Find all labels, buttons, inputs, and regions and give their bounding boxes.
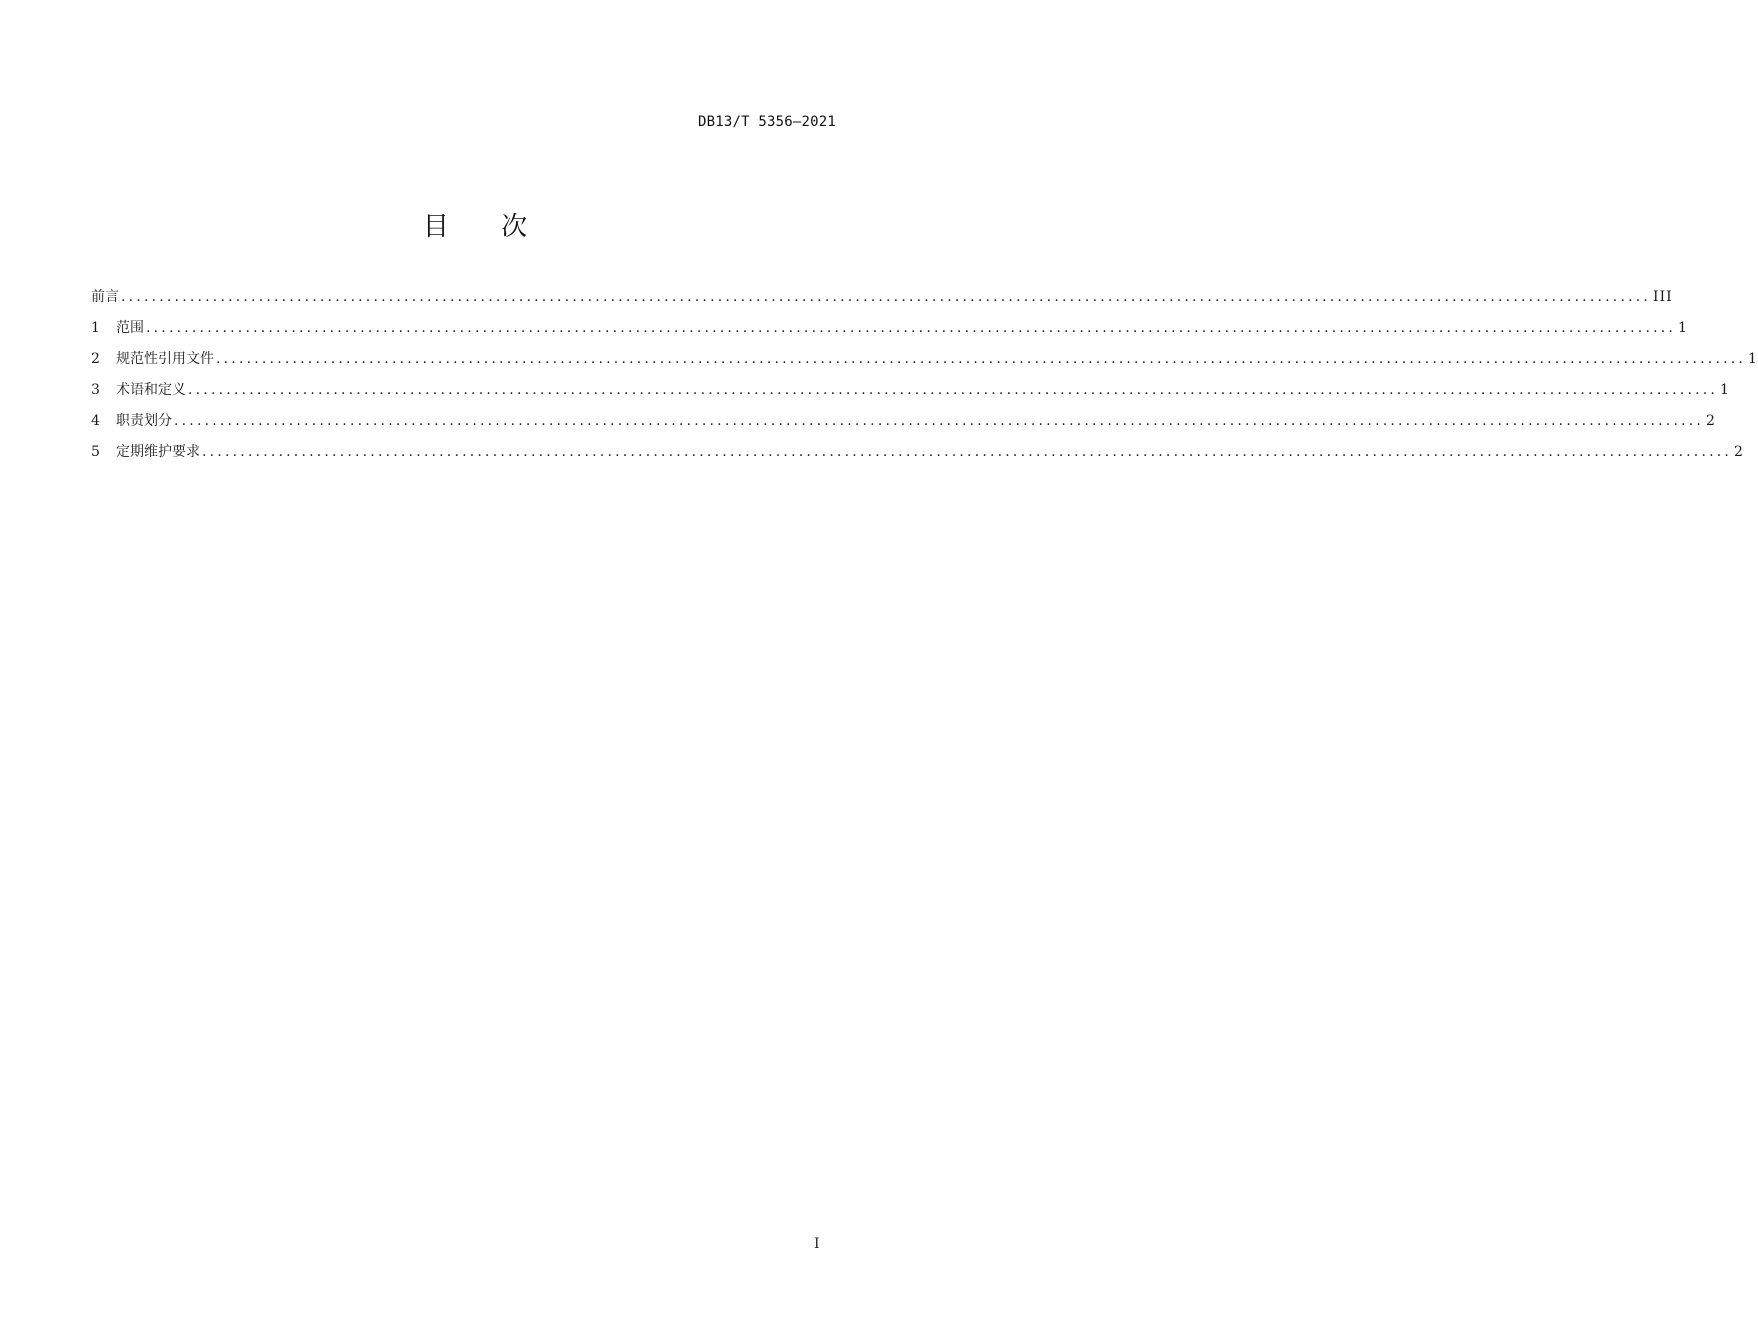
page-number: I (814, 1236, 820, 1252)
toc-dot-leader: ........................................................................................................................................................................................................ (188, 382, 1719, 398)
table-of-contents (91, 287, 1758, 473)
toc-entry-label: 术语和定义 (116, 382, 186, 398)
toc-entry-page: 1 (1748, 351, 1758, 367)
toc-entry-foreword[interactable] (91, 287, 1673, 318)
toc-entry-number: 3 (91, 382, 100, 398)
toc-entry-label: 定期维护要求 (116, 444, 200, 460)
toc-entry-label: 范围 (116, 320, 144, 336)
toc-dot-leader: ........................................................................................................................................................................................................ (202, 444, 1733, 460)
page-title: 目 次 (422, 212, 550, 242)
toc-dot-leader: ........................................................................................................................................................................................................ (216, 351, 1747, 367)
document-code: DB13/T 5356—2021 (697, 114, 836, 130)
toc-entry-label: 前言 (91, 289, 119, 305)
toc-entry-page: III (1653, 289, 1673, 305)
toc-entry-number: 5 (91, 444, 100, 460)
toc-entry-number: 1 (91, 320, 100, 336)
toc-entry-number: 4 (91, 413, 100, 429)
toc-entry-normative-references[interactable] (91, 349, 1758, 380)
toc-entry-terms-definitions[interactable] (91, 380, 1730, 411)
toc-entry-responsibilities[interactable] (91, 411, 1716, 442)
toc-entry-page: 2 (1706, 413, 1716, 429)
toc-entry-maintenance-requirements[interactable] (91, 442, 1744, 473)
toc-entry-number: 2 (91, 351, 100, 367)
toc-entry-page: 1 (1720, 382, 1730, 398)
toc-entry-page: 1 (1678, 320, 1688, 336)
toc-dot-leader: ........................................................................................................................................................................................................ (146, 320, 1677, 336)
toc-dot-leader: ........................................................................................................................................................................................................ (121, 289, 1652, 305)
toc-entry-label: 职责划分 (116, 413, 172, 429)
toc-entry-page: 2 (1734, 444, 1744, 460)
toc-entry-scope[interactable] (91, 318, 1688, 349)
toc-entry-label: 规范性引用文件 (116, 351, 214, 367)
toc-dot-leader: ........................................................................................................................................................................................................ (174, 413, 1705, 429)
